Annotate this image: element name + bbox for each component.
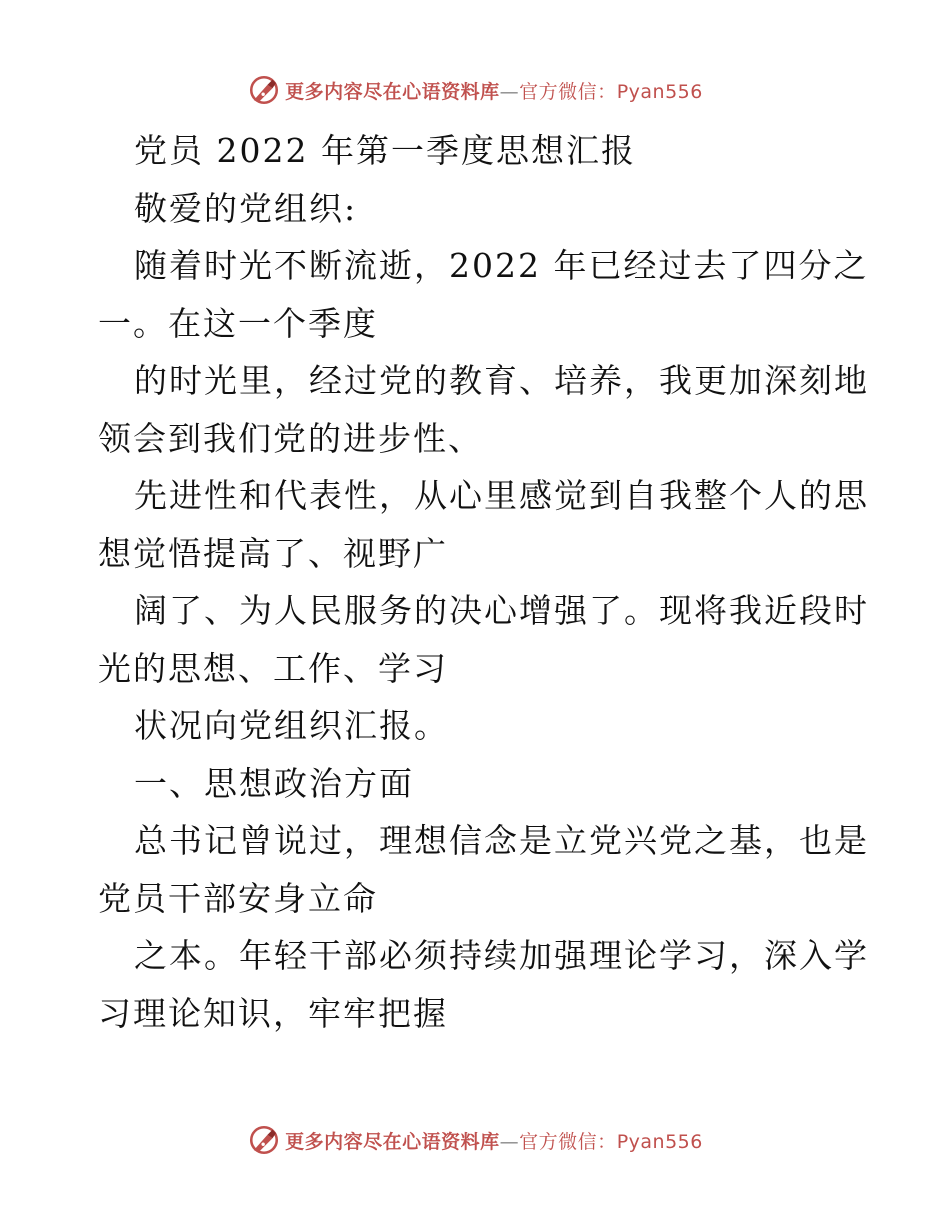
banner-wechat-label: 官方微信： [519,1130,617,1153]
doc-line: 想觉悟提高了、视野广 [98,533,448,573]
doc-line: 领会到我们党的进步性、 [98,418,483,458]
doc-line: 习理论知识，牢牢把握 [98,993,448,1033]
doc-line: 一。在这一个季度 [98,303,378,343]
doc-line: 状况向党组织汇报。 [134,706,449,745]
section-heading: 一、思想政治方面 [134,763,414,803]
banner-main-text: 更多内容尽在心语资料库 [285,1130,500,1153]
doc-line: 先进性和代表性，从心里感觉到自我整个人的思 [134,476,869,515]
pen-nib-logo-icon [247,73,281,107]
banner-separator: — [499,1130,520,1153]
banner-wechat-id: Pyan556 [616,1130,703,1153]
doc-line: 总书记曾说过，理想信念是立党兴党之基，也是 [134,821,869,860]
banner-wechat-label: 官方微信： [519,80,617,103]
doc-line: 的时光里，经过党的教育、培养，我更加深刻地 [134,361,869,400]
banner-wechat-id: Pyan556 [616,80,703,103]
pen-nib-logo-icon [247,1123,281,1157]
document-body [98,122,869,1042]
doc-line: 随着时光不断流逝，2022 年已经过去了四分之 [134,246,869,285]
banner-separator: — [499,80,520,103]
header-banner [0,70,950,110]
doc-line: 阔了、为人民服务的决心增强了。现将我近段时 [134,591,869,630]
doc-title: 党员 2022 年第一季度思想汇报 [134,131,636,170]
doc-line: 党员干部安身立命 [98,878,378,918]
banner-main-text: 更多内容尽在心语资料库 [285,80,500,103]
doc-line: 光的思想、工作、学习 [98,648,448,688]
footer-banner [0,1120,950,1160]
doc-line: 之本。年轻干部必须持续加强理论学习，深入学 [134,936,869,975]
doc-salutation: 敬爱的党组织: [134,188,358,228]
